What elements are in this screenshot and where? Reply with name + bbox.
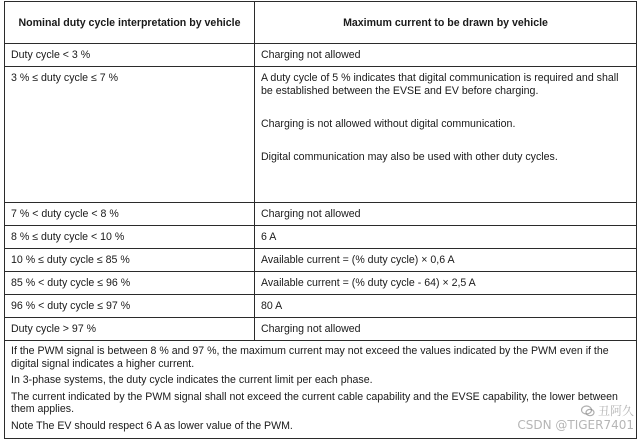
notes-row: [5, 341, 637, 439]
row-condition: Duty cycle < 3 %: [5, 44, 255, 67]
table-row: [5, 67, 637, 203]
row-current: Available current = (% duty cycle) × 0,6 A: [255, 249, 637, 272]
table-row: [5, 226, 637, 249]
watermark-author: 丑阿久: [597, 404, 634, 418]
current-paragraph: Digital communication may also be used with other duty cycles.: [261, 151, 558, 163]
row-current: Charging not allowed: [255, 44, 637, 67]
row-current: Charging not allowed: [255, 203, 637, 226]
row-condition: 85 % < duty cycle ≤ 96 %: [5, 272, 255, 295]
row-condition: Duty cycle > 97 %: [5, 318, 255, 341]
row-condition: 3 % ≤ duty cycle ≤ 7 %: [5, 67, 255, 203]
row-current: Available current = (% duty cycle - 64) × 2,5 A: [255, 272, 637, 295]
table-row: [5, 249, 637, 272]
table-row: [5, 318, 637, 341]
row-current: Charging not allowed: [255, 318, 637, 341]
row-current: 6 A: [255, 226, 637, 249]
duty-cycle-table: [4, 1, 637, 439]
row-condition: 7 % < duty cycle < 8 %: [5, 203, 255, 226]
row-condition: 10 % ≤ duty cycle ≤ 85 %: [5, 249, 255, 272]
table-row: [5, 203, 637, 226]
note-paragraph: The current indicated by the PWM signal shall not exceed the current cable capability and the EVSE capability, the lower between them applies.: [11, 390, 618, 416]
table-row: [5, 272, 637, 295]
row-current: 80 A: [255, 295, 637, 318]
note-paragraph: In 3-phase systems, the duty cycle indicates the current limit per each phase.: [11, 374, 373, 387]
header-max-current: Maximum current to be drawn by vehicle: [255, 2, 637, 44]
note-paragraph: If the PWM signal is between 8 % and 97 %, the maximum current may not exceed the values indicated by the PWM even if the digital signal indicates a higher current.: [11, 345, 609, 370]
row-condition: 96 % < duty cycle ≤ 97 %: [5, 295, 255, 318]
current-paragraph: Charging is not allowed without digital communication.: [261, 118, 516, 130]
table-notes: [5, 341, 637, 439]
table-row: [5, 44, 637, 67]
current-paragraph: A duty cycle of 5 % indicates that digital communication is required and shall be established between the EVSE and EV before charging.: [261, 72, 619, 97]
row-condition: 8 % ≤ duty cycle < 10 %: [5, 226, 255, 249]
table-row: [5, 295, 637, 318]
note-paragraph: Note The EV should respect 6 A as lower value of the PWM.: [11, 419, 293, 432]
header-duty-cycle: Nominal duty cycle interpretation by vehicle: [5, 2, 255, 44]
watermark-csdn: CSDN @TIGER7401: [517, 418, 634, 432]
table-header-row: [5, 2, 637, 44]
row-current: [255, 67, 637, 203]
